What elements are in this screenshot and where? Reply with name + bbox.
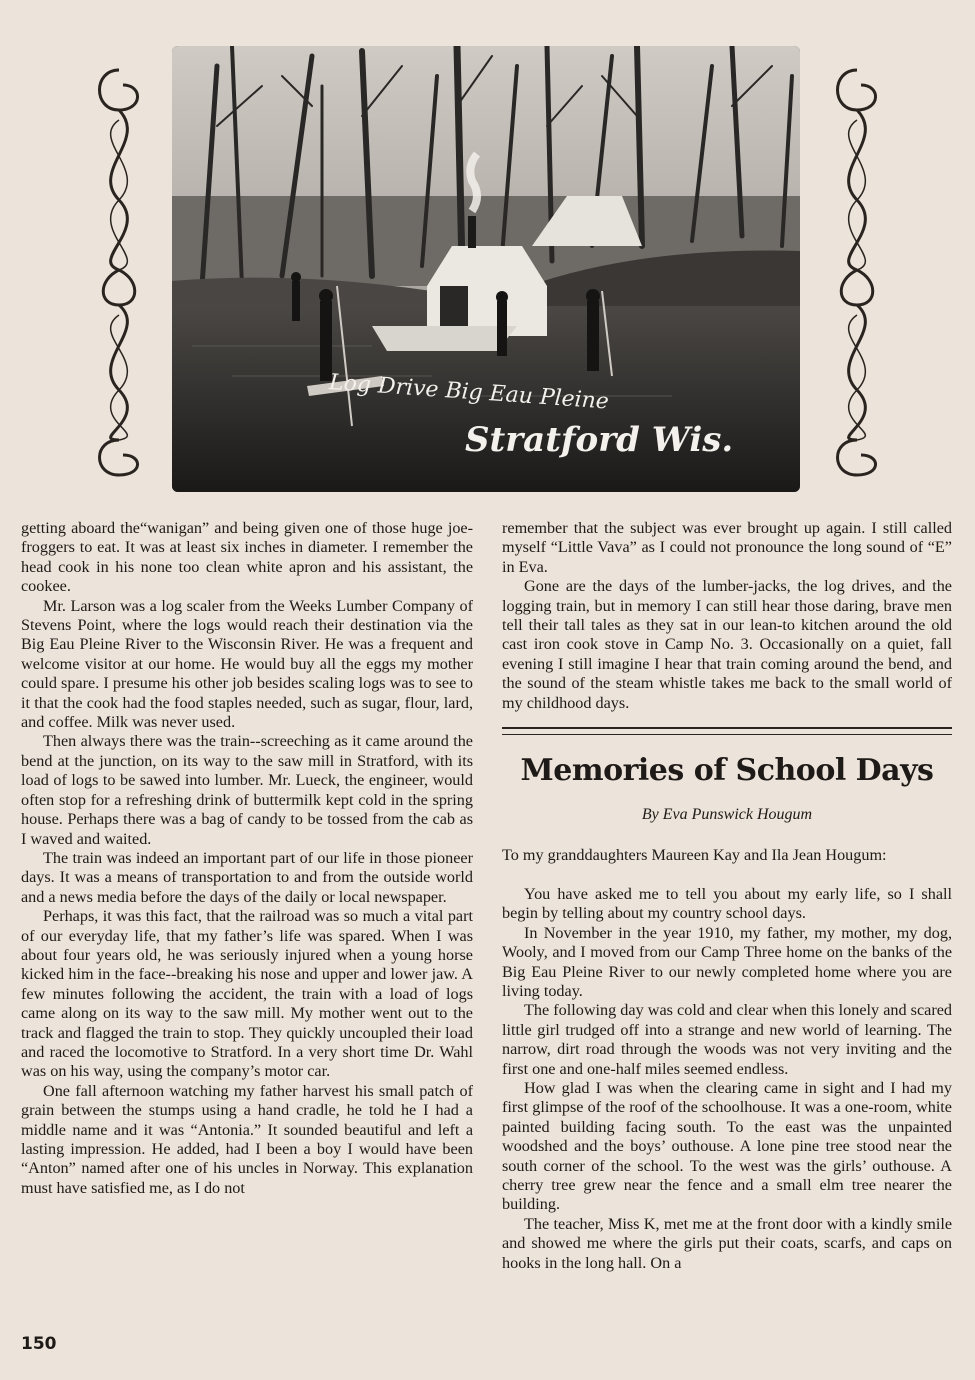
section-divider-rule [502,727,952,735]
photo-caption [330,370,770,470]
right-text-column [502,519,952,1273]
right-paragraph-1: You have asked me to tell you about my early life, so I shall begin by telling about my country school days. [502,884,952,923]
left-ornament-flourish [88,60,150,480]
left-paragraph-1: getting aboard the“wanigan” and being given one of those huge joe-froggers to eat. It was at least six inches in diameter. I remember the head cook in his none too clean white apron and his assistant, the cookee. [21,519,473,596]
paragraph-spacer [502,866,952,885]
left-paragraph-2: Mr. Larson was a log scaler from the Weeks Lumber Company of Stevens Point, where the logs would reach their destination via the Big Eau Pleine River to the Wisconsin River. He was a frequent and welcome visitor at our home. He would buy all the eggs my mother could spare. I presume his other job besides scaling logs was to see to it that the cook had the food staples needed, such as sugar, flour, lard, and coffee. Milk was never used. [21,596,473,732]
left-paragraph-4: The train was indeed an important part of our life in those pioneer days. It was a means of transportation to and from the outside world and a news media before the days of the daily or local newspaper. [21,848,473,906]
right-paragraph-3: The following day was cold and clear when this lonely and scared little girl trudged off into a strange and new world of learning. The narrow, dirt road through the woods was not very inviting and the first one and one-half miles seemed endless. [502,1001,952,1078]
photo-caption-line-1: Log Drive Big Eau Pleine [328,370,610,415]
left-paragraph-5: Perhaps, it was this fact, that the railroad was so much a vital part of our everyday life, that my father’s life was spared. When I was about four years old, he was seriously injured when a young horse kicked him in the face--breaking his nose and upper and lower jaw. A few minutes following the accident, the train with a load of logs came along on its way to the saw mill. My mother went out to the track and flagged the train to stop. They quickly uncoupled their load and raced the locomotive to Stratford. In a very short time Dr. Wahl was on his way, using the company’s motor car. [21,907,473,1081]
dedication-line: To my granddaughters Maureen Kay and Ila Jean Hougum: [502,846,887,865]
right-continuation-paragraph-1: remember that the subject was ever brought up again. I still called myself “Little Vava” as I could not pronounce the long sound of “E” in Eva. [502,519,952,576]
right-continuation-paragraph-2: Gone are the days of the lumber-jacks, the log drives, and the logging train, but in memory I can still hear those daring, brave men tell their tall tales as they sat in our lean-to kitchen around the old cast iron cook stove in Camp No. 3. Occasionally on a quiet, fall evening I still imagine I hear that train coming around the bend, and the sound of the steam whistle takes me back to the small world of my childhood days. [502,577,952,712]
left-paragraph-6: One fall afternoon watching my father harvest his small patch of grain between the stumps using a hand cradle, he told he I had a middle name and it was “Antonia.” It sounded beautiful and left a lasting impression. He added, had I been a boy I would have been “Anton” named after one of his uncles in Norway. This explanation must have satisfied me, as I do not [21,1081,473,1197]
right-ornament-flourish [826,60,888,480]
right-paragraph-5: The teacher, Miss K, met me at the front door with a kindly smile and showed me where the girls put their coats, scarfs, and caps on hooks in the long hall. On a [502,1214,952,1272]
page-number: 150 [21,1334,57,1354]
left-paragraph-3: Then always there was the train--screeching as it came around the bend at the junction, on its way to the saw mill in Stratford, with its load of logs to be sawed into lumber. Mr. Lueck, the engineer, would often stop for a refreshing drink of buttermilk kept cold in the spring house. Perhaps there was a bag of candy to be tossed from the cab as I waved and waited. [21,732,473,848]
right-paragraph-2: In November in the year 1910, my father, my mother, my dog, Wooly, and I moved from our Camp Three home on the banks of the Big Eau Pleine River to our newly completed home where you are living today. [502,923,952,1000]
left-text-column [21,519,473,1198]
right-paragraph-4: How glad I was when the clearing came in sight and I had my first glimpse of the roof of the schoolhouse. It was a one-room, white painted building facing south. To the east was the unpainted woodshed and the boys’ outhouse. A lone pine tree stood near the south corner of the school. To the west was the girls’ outhouse. A cherry tree grew near the fence and a small elm tree nearer the building. [502,1078,952,1214]
article-byline: By Eva Punswick Hougum [641,806,813,824]
article-title: Memories of School Days [520,753,934,789]
photo-caption-line-2: Stratford Wis. [465,420,734,460]
